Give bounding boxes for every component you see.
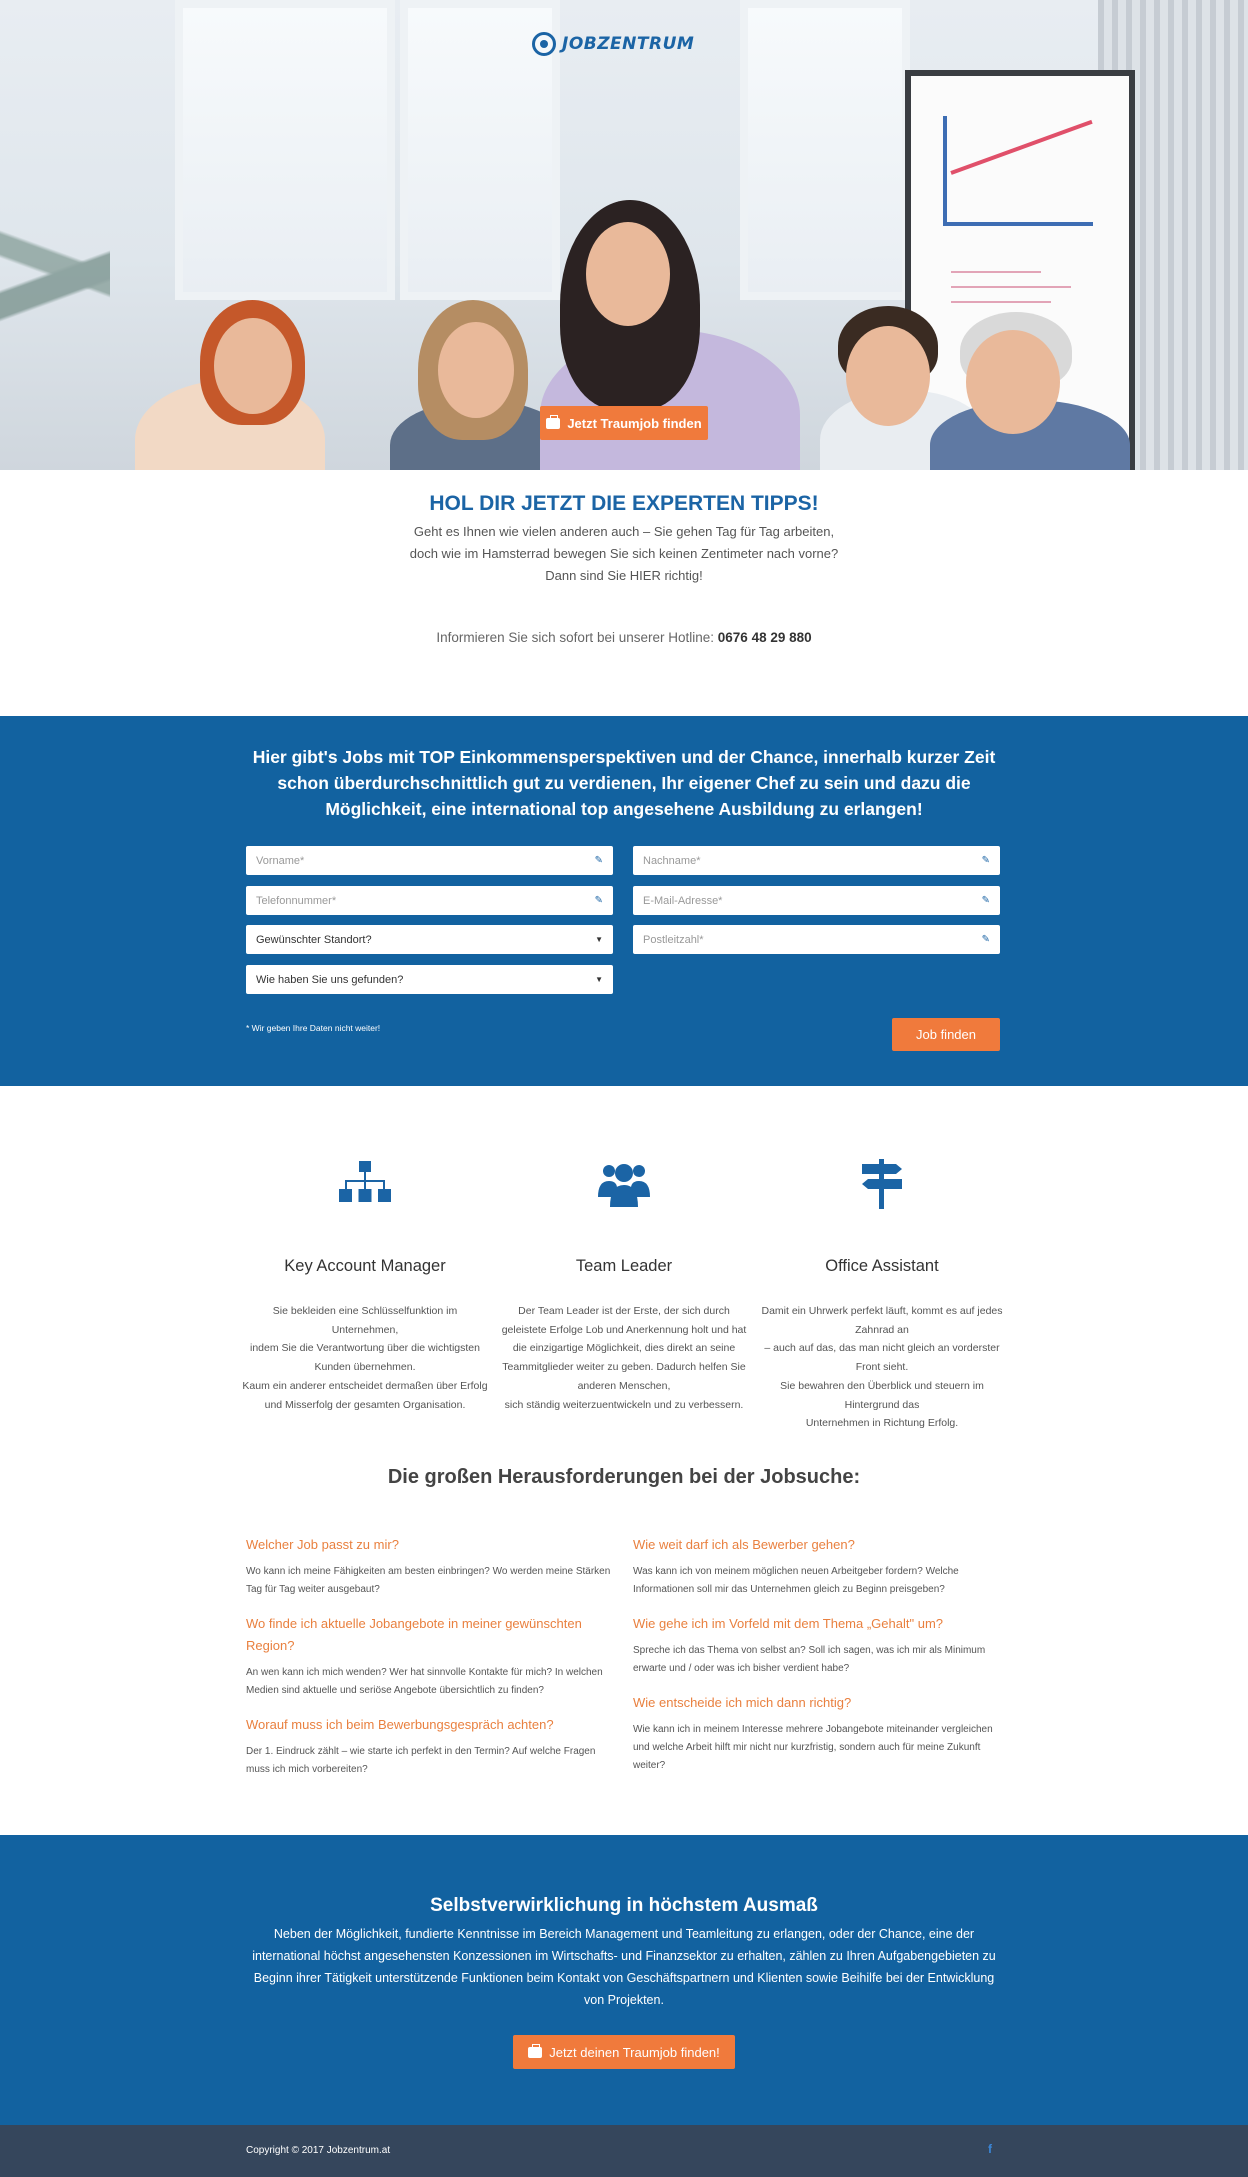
feature-title: Office Assistant (825, 1257, 939, 1275)
challenge-item (246, 1714, 618, 1779)
background-window (740, 0, 910, 300)
person-photo (586, 222, 670, 326)
feature-office-assistant (757, 1156, 1007, 1433)
challenges-title: Die großen Herausforderungen bei der Jobsuche: (387, 1466, 861, 1488)
logo-text: JOBZENTRUM (562, 34, 695, 54)
footer (0, 2125, 1248, 2177)
plant-decoration (0, 110, 110, 470)
challenge-question: Wie entscheide ich mich dann richtig? (633, 1695, 852, 1710)
phone-placeholder: Telefonnummer* (256, 894, 337, 907)
zip-placeholder: Postleitzahl* (643, 933, 704, 946)
job-finden-button[interactable]: Job finden (892, 1018, 1000, 1051)
challenge-question: Wo finde ich aktuelle Jobangebote in meiner gewünschten Region? (246, 1616, 582, 1653)
cta-title: Selbstverwirklichung in höchstem Ausmaß (430, 1895, 818, 1916)
challenge-answer: An wen kann ich mich wenden? Wer hat sinnvolle Kontakte für mich? In welchen Medien sind aktuelle und seriöse Angebote übersichtlich zu finden? (246, 1667, 603, 1696)
email-input[interactable] (633, 886, 1000, 915)
challenge-answer: Was kann ich von meinem möglichen neuen Arbeitgeber fordern? Welche Informationen soll mir das Unternehmen gleich zu Beginn preisgeben? (633, 1566, 959, 1595)
pencil-icon: ✎ (981, 895, 990, 906)
caret-down-icon: ▼ (595, 935, 603, 944)
zip-input[interactable] (633, 925, 1000, 954)
challenge-question: Wie weit darf ich als Bewerber gehen? (633, 1537, 855, 1552)
cta-button[interactable] (513, 2035, 735, 2069)
person-photo (438, 322, 514, 418)
intro-text-line: Dann sind Sie HIER richtig! (545, 568, 703, 583)
firstname-placeholder: Vorname* (256, 854, 305, 867)
hotline-number[interactable]: 0676 48 29 880 (717, 630, 812, 645)
hotline-label: Informieren Sie sich sofort bei unserer Hotline: (436, 630, 715, 645)
pencil-icon: ✎ (981, 855, 990, 866)
challenge-question: Welcher Job passt zu mir? (246, 1537, 399, 1552)
lastname-input[interactable] (633, 846, 1000, 875)
team-icon (598, 1156, 650, 1212)
target-icon (532, 32, 556, 56)
form-headline: Hier gibt's Jobs mit TOP Einkommensperspektiven und der Chance, innerhalb kurzer Zeit schon überdurchschnittlich gut zu verdienen, Ihr eigener Chef zu sein und dazu die Möglichkeit, eine international top angesehene Ausbildung zu erlangen! (252, 747, 996, 819)
cta-section (0, 1835, 1248, 2125)
lastname-placeholder: Nachname* (643, 854, 701, 867)
hotline-text (0, 630, 1248, 645)
challenge-answer: Spreche ich das Thema von selbst an? Soll ich sagen, was ich mir als Minimum erwarte und / oder was ich bisher verdient habe? (633, 1645, 986, 1674)
sitemap-icon (339, 1156, 391, 1212)
intro-title: HOL DIR JETZT DIE EXPERTEN TIPPS! (429, 492, 819, 515)
person-photo (846, 326, 930, 426)
challenge-item (633, 1613, 1005, 1678)
challenge-answer: Der 1. Eindruck zählt – wie starte ich perfekt in den Termin? Auf welche Fragen muss ich mich vorbereiten? (246, 1746, 596, 1775)
challenge-item (633, 1692, 1005, 1775)
logo[interactable] (532, 32, 694, 56)
source-select[interactable] (246, 965, 613, 994)
privacy-note: * Wir geben Ihre Daten nicht weiter! (246, 1023, 381, 1033)
hero-cta-label: Jetzt Traumjob finden (567, 415, 702, 431)
phone-input[interactable] (246, 886, 613, 915)
firstname-input[interactable] (246, 846, 613, 875)
intro-section (0, 470, 1248, 716)
hero-section (0, 0, 1248, 470)
person-photo (966, 330, 1060, 434)
cta-text: Neben der Möglichkeit, fundierte Kenntnisse im Bereich Management und Teamleitung zu erlangen, oder der Chance, eine der international höchst angesehensten Konzessionen im Wirtschafts- und Finanzsektor zu erhalten, zählen zu Ihren Aufgabengebieten zu Beginn ihrer Tätigkeit unterstützende Funktionen beim Kontakt von Geschäftspartnern und Klienten sowie Beihilfe bei der Entwicklung von Projekten. (252, 1927, 996, 2007)
challenge-answer: Wo kann ich meine Fähigkeiten am besten einbringen? Wo werden meine Stärken Tag für Tag weiter ausgebaut? (246, 1566, 611, 1595)
caret-down-icon: ▼ (595, 975, 603, 984)
feature-title: Team Leader (575, 1257, 673, 1275)
challenge-item (633, 1534, 1005, 1599)
facebook-icon[interactable]: f (988, 2142, 992, 2156)
feature-key-account-manager (240, 1156, 490, 1414)
feature-text: Der Team Leader ist der Erste, der sich durch geleistete Erfolge Lob und Anerkennung holt und hat die einzigartige Möglichkeit, dies direkt an seine Teammitglieder weiter zu geben. Dadurch helfen Sie anderen Menschen, sich ständig weiterzuentwickeln und zu verbessern. (501, 1305, 747, 1411)
cta-button-label: Jetzt deinen Traumjob finden! (549, 2044, 720, 2060)
feature-text: Damit ein Uhrwerk perfekt läuft, kommt es auf jedes Zahnrad an – auch auf das, das man nicht gleich an vorderster Front sieht. Sie bewahren den Überblick und steuern im Hintergrund das Unternehmen in Richtung Erfolg. (761, 1305, 1003, 1430)
challenge-question: Wie gehe ich im Vorfeld mit dem Thema „Gehalt" um? (633, 1616, 944, 1631)
briefcase-icon (546, 418, 560, 429)
pencil-icon: ✎ (594, 855, 603, 866)
location-select[interactable] (246, 925, 613, 954)
background-window (175, 0, 395, 300)
email-placeholder: E-Mail-Adresse* (643, 894, 723, 907)
intro-text-line: Geht es Ihnen wie vielen anderen auch – Sie gehen Tag für Tag arbeiten, (413, 524, 835, 539)
feature-title: Key Account Manager (284, 1257, 446, 1275)
source-select-value: Wie haben Sie uns gefunden? (256, 973, 404, 986)
feature-text: Sie bekleiden eine Schlüsselfunktion im Unternehmen, indem Sie die Verantwortung über die wichtigsten Kunden übernehmen. Kaum ein anderer entscheidet dermaßen über Erfolg und Misserfolg der gesamten Organisation. (242, 1305, 488, 1411)
challenge-answer: Wie kann ich in meinem Interesse mehrere Jobangebote miteinander vergleichen und welche Arbeit hilft mir nicht nur kurzfristig, sondern auch für meine Zukunft weiter? (633, 1724, 993, 1771)
challenge-item (246, 1613, 618, 1700)
application-form-section (0, 716, 1248, 1086)
intro-text-line: doch wie im Hamsterrad bewegen Sie sich keinen Zentimeter nach vorne? (409, 546, 839, 561)
signpost-icon (856, 1156, 908, 1212)
pencil-icon: ✎ (981, 934, 990, 945)
person-photo (214, 318, 292, 414)
pencil-icon: ✎ (594, 895, 603, 906)
hero-cta-button[interactable] (540, 406, 708, 440)
briefcase-icon (528, 2047, 542, 2058)
location-select-value: Gewünschter Standort? (256, 933, 372, 946)
copyright-text: Copyright © 2017 Jobzentrum.at (246, 2145, 391, 2156)
feature-team-leader (499, 1156, 749, 1414)
challenge-item (246, 1534, 618, 1599)
challenge-question: Worauf muss ich beim Bewerbungsgespräch achten? (246, 1717, 554, 1732)
